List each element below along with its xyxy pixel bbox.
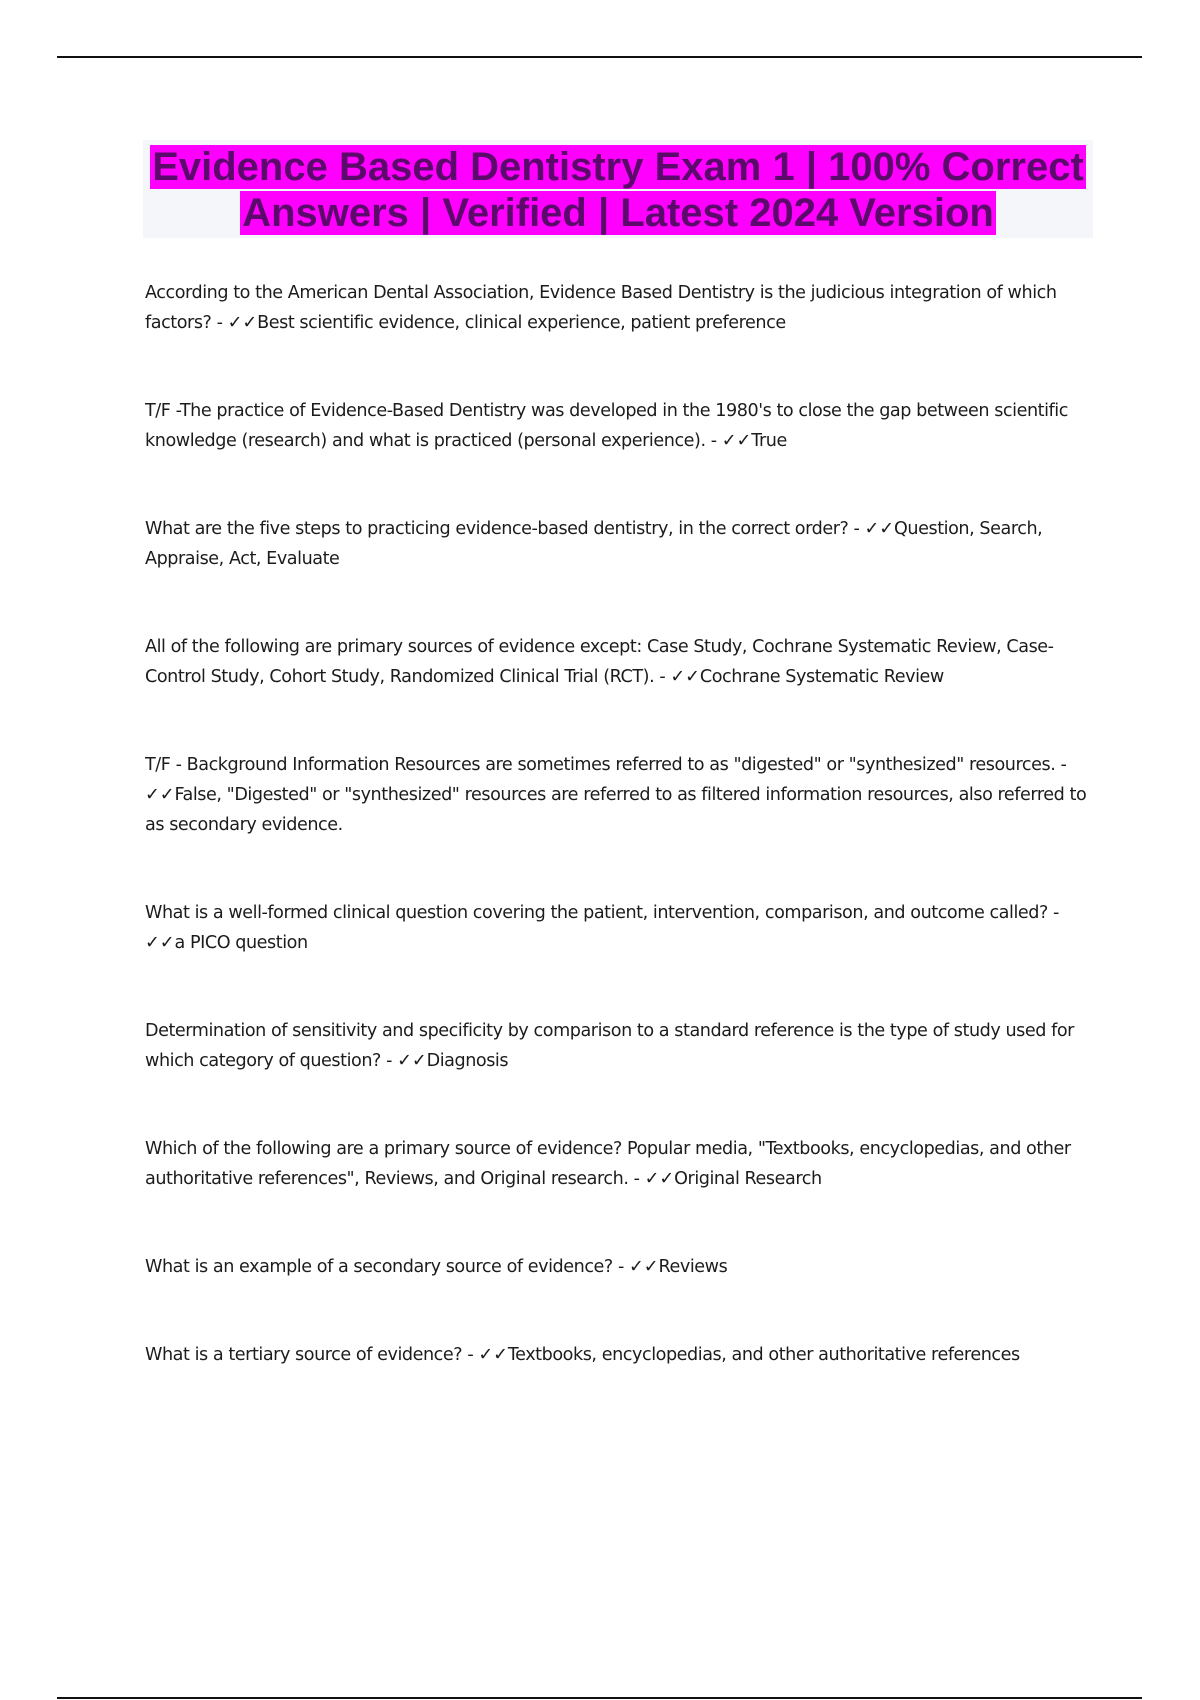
question-text: According to the American Dental Association, Evidence Based Dentistry is the judicious integration of which factors? -: [145, 283, 1057, 333]
qa-item: [145, 1016, 1100, 1076]
answer-text: Textbooks, encyclopedias, and other authoritative references: [507, 1345, 1020, 1365]
answer-text: Cochrane Systematic Review: [699, 667, 944, 687]
bottom-divider: [57, 1697, 1142, 1699]
answer-text: True: [751, 431, 787, 451]
qa-item: [145, 1134, 1100, 1194]
qa-item: [145, 632, 1100, 692]
check-icon: ✓✓: [721, 431, 752, 451]
question-list: [145, 278, 1100, 1370]
check-icon: ✓✓: [145, 933, 175, 953]
question-text: What is a tertiary source of evidence? -: [145, 1345, 479, 1365]
qa-item: [145, 1340, 1100, 1370]
answer-text: Diagnosis: [426, 1051, 509, 1071]
check-icon: ✓✓: [670, 667, 700, 687]
check-icon: ✓✓: [145, 785, 175, 805]
qa-item: [145, 278, 1100, 338]
question-text: T/F -The practice of Evidence-Based Dentistry was developed in the 1980's to close the gap between scientific knowledge (research) and what is practiced (personal experience). -: [145, 401, 1068, 451]
answer-text: Best scientific evidence, clinical experience, patient preference: [257, 313, 786, 333]
check-icon: ✓✓: [864, 519, 895, 539]
question-text: T/F - Background Information Resources are sometimes referred to as "digested" or "synthesized" resources. -: [145, 755, 1067, 775]
qa-item: [145, 514, 1100, 574]
title-highlight: Evidence Based Dentistry Exam 1 | 100% Correct Answers | Verified | Latest 2024 Version: [152, 145, 1084, 235]
answer-text: False, "Digested" or "synthesized" resources are referred to as filtered information resources, also referred to as secondary evidence.: [145, 785, 1087, 835]
question-text: What are the five steps to practicing evidence-based dentistry, in the correct order? -: [145, 519, 865, 539]
qa-item: [145, 750, 1100, 840]
check-icon: ✓✓: [397, 1051, 427, 1071]
answer-text: Question, Search, Appraise, Act, Evaluate: [145, 519, 1043, 569]
check-icon: ✓✓: [644, 1169, 675, 1189]
check-icon: ✓✓: [478, 1345, 508, 1365]
question-text: Determination of sensitivity and specificity by comparison to a standard reference is the type of study used for which category of question? -: [145, 1021, 1074, 1071]
page-title: [143, 144, 1093, 236]
question-text: Which of the following are a primary source of evidence? Popular media, "Textbooks, encyclopedias, and other authoritative references", Reviews, and Original research. -: [145, 1139, 1071, 1189]
answer-text: Reviews: [658, 1257, 728, 1277]
qa-item: [145, 1252, 1100, 1282]
qa-item: [145, 898, 1100, 958]
check-icon: ✓✓: [629, 1257, 659, 1277]
qa-item: [145, 396, 1100, 456]
question-text: All of the following are primary sources of evidence except: Case Study, Cochrane Systematic Review, Case-Control Study, Cohort Study, Randomized Clinical Trial (RCT). -: [145, 637, 1054, 687]
title-block: [143, 140, 1093, 238]
check-icon: ✓✓: [227, 313, 258, 333]
answer-text: Original Research: [674, 1169, 822, 1189]
question-text: What is a well-formed clinical question covering the patient, intervention, comparison, and outcome called? -: [145, 903, 1059, 923]
top-divider: [57, 56, 1142, 58]
question-text: What is an example of a secondary source of evidence? -: [145, 1257, 630, 1277]
answer-text: a PICO question: [174, 933, 308, 953]
